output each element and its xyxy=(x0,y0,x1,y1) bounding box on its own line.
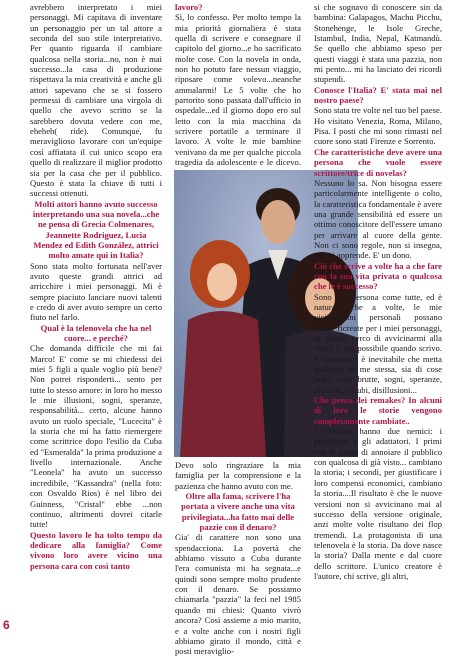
answer-paragraph: I remakes hanno due nemici: i produttori e gli adattatori. I primi con la paura di annoiare il pubblico con qualcosa di già visto... cambiano la storia; i secondi, per giustificare i loro compensi economici, cambiano la storia....Il risultato è che le nuove versioni non si avvicinano mai al successo della versione originale, anzi molte volte risultano dei flop tremendi. La protagonista di una telenovela è la storia. Da dove nasce la storia? Dalla mente e dal cuore dello scrittore. L'unico creatore è l'autore, chi scrive, gli altri, xyxy=(314,426,442,581)
interview-question: Molti attori hanno avuto successo interpretando una sua novela...che ne pensa di Grecia Colmenares, Jeannette Rodriguez, Lucia Mendez ed Edith González, attrici molto amate qui in Italia? xyxy=(32,198,160,261)
answer-paragraph: Devo solo ringraziare la mia famiglia per la comprensione e la pazienza che hanno avuto con me. xyxy=(175,460,301,491)
answer-paragraph: Sono una persona come tutte, ed è naturale che a volte, le mie vicissitudini personali possano essere ricreate per i miei personaggi, in quanto cerco di avvicinarmi alla realtà il più possibile quando scrivo. E comunque è inevitabile che metta qualcosa di me stessa, sia di cose belle, cose brutte, sogni, speranze, illusioni, incubi, disillusioni... xyxy=(314,291,442,395)
answer-paragraph: Sono stata molto fortunata nell'aver avuto queste grandi attrici ad arricchire i miei personaggi. Mi è sempre piaciuto lanciare nuovi talenti e credo di aver avuto sempre un certo fiuto nel farlo. xyxy=(30,260,162,323)
article-column-2-bottom xyxy=(175,460,301,657)
answer-paragraph: Nessuno lo sa. Non bisogna essere particolarmente intelligente o colto, la caratteristica fondamentale è avere una grande sensibilità ed essere un ottimo conoscitore dell'essere umano per arrivare al cuore della gente. Non ci sono regole, non si insegna, non si apprende. E' un dono. xyxy=(314,177,442,261)
interview-question: Qual è la telenovela che ha nel cuore... e perché? xyxy=(40,322,152,343)
answer-paragraph: Gia' di carattere non sono una spendacciona. La povertà che abbiamo vissuto a Cuba durante l'era comunista mi ha segnata...e quindi sono sempre molto prudente con il denaro. Se possiamo chiamarla "pazzia" la feci nel 1985 quando mi chiesi: Quanto vivrò ancora? Così assieme a mio marito, e a volte anche con i nostri figli abbiamo girato il mondo, città e posti meraviglio- xyxy=(175,532,301,657)
answer-paragraph: avrebbero interpretato i miei personaggi. Mi capitava di inventare un personaggio per un tal attore a seconda del suo stile interpretativo. Per quanto riguarda il cambiare qualcosa nella storia...no, non è mai successo...la casa di produzione rispettava la mia creatività e anche gli attori sapevano che se si fossero permessi di cambiare una virgola di quello che avevo scritto se la sarebbero dovuta vedere con me, eheheh( ride). Comunque, fu meraviglioso lavorare con un'equipe così affiatata il cui unico scopo era quello di realizzare il miglior prodotto sia per la casa che per il pubblico. Questo è stata la chiave di tutti i successi ottenuti. xyxy=(30,2,162,199)
article-column-3 xyxy=(314,2,442,581)
answer-paragraph: Che domanda difficile che mi fai Marco! E' come se mi chiedessi dei miei 5 figli a quale voglio più bene? Non potrei risponderti... sento per tutte lo stesso amore: in loro ho messo le mie illusioni, sogni, speranze, responsabilità... certo, alcune hanno avuto un ruolo speciale, "Lucecita" è la storia che mi ha fatto riemergere come scrittrice dopo l'esilio da Cuba ed "Esmeralda" la prima produzione a livello internazionale. Anche "Leonela" ha avuto un successo incredibile, "Kassandra" (nella foto: con Osvaldo Rios) è nel libro dei Guinness, "Cristal" ebbe ...non continuo, altrimenti dovrei citarle tutte! xyxy=(30,343,162,530)
interview-question: Conosce l'Italia? E' stata mai nel nostro paese? xyxy=(314,84,442,106)
interview-question: Che pensa dei remakes? In alcuni di loro le storie vengono completamente cambiate.. xyxy=(314,395,442,426)
page-number: 6 xyxy=(3,618,10,632)
page-margin xyxy=(0,0,14,640)
interview-question: Questo lavoro le ha tolto tempo da dedicare alla famiglia? Come vivono loro avere vicino una persona cara con così tanto xyxy=(30,529,162,571)
answer-text: Sì, lo confesso. Per molto tempo la mia priorità giornaliera è stata quella di scrivere e consegnare il capitolo del giorno...e ho sacrificato molte cose. Con la novela in onda, non ho potuto fare nessun viaggio, riposare come volevo...neanche ammalarmi! Le 5 volte che ho partorito sono passata dall'ufficio in ospedale...ed il giorno dopo ero sul letto con la mia macchina da scrivere portatile a terminare il lavoro. A volte le mie bambine venivano da me per qualche piccola tragedia da adolescente e le dicevo. xyxy=(175,12,301,168)
interview-question: Che caratteristiche deve avere una persona che vuole essere scrittore/trice di novelas? xyxy=(314,146,442,178)
interview-question: Ciò che scrive a volte ha a che fare con la sua vita privata o qualcosa che le è successo? xyxy=(314,260,442,292)
interview-question: Oltre alla fama, scrivere l'ha portata a vivere anche una vita privilegiata...ha fatto mai delle pazzie con il denaro? xyxy=(181,491,295,533)
article-column-1 xyxy=(30,2,162,571)
answer-paragraph: Sono stata tre volte nel tuo bel paese. Ho visitato Venezia, Roma, Milano, Pisa. I posti che mi sono rimasti nel cuore sono stati Firenze e Sorrento. xyxy=(314,105,442,147)
interview-question: lavoro? xyxy=(175,2,203,12)
answer-paragraph: si che sognavo di conoscere sin da bambina: Galapagos, Machu Picchu, Stonehenge, le Isole Greche, Istambul, India, Nepal, Katmandù. Se quello che abbiamo speso per questi viaggi è stata una pazzia, non mi pento... mi ha lasciato dei ricordi stupendi. xyxy=(314,2,442,85)
